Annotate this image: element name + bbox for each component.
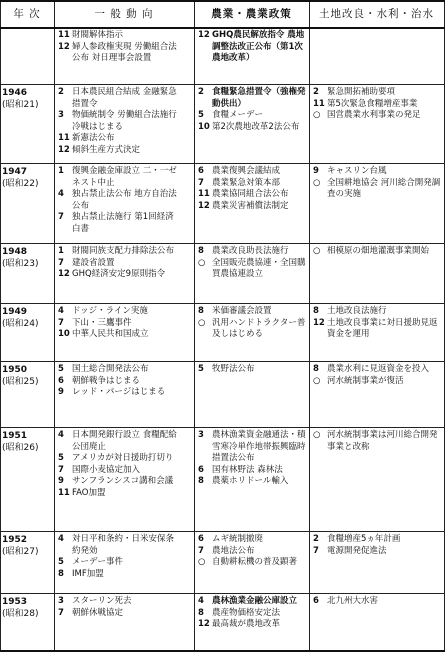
- event-month: 8: [198, 306, 204, 316]
- event-entry: [198, 476, 306, 488]
- event-month: ○: [313, 110, 321, 120]
- event-entry: [58, 258, 180, 270]
- year-label: 1947: [2, 167, 28, 177]
- event-month: 7: [58, 464, 64, 475]
- event-month: 6: [313, 596, 319, 606]
- agri-cell: [198, 30, 306, 65]
- event-month: 7: [58, 257, 64, 268]
- event-month: 3: [58, 110, 64, 120]
- event-entry: [198, 364, 306, 376]
- event-text: 土地改良事業に対日援助見返資金を運用: [327, 317, 438, 339]
- event-entry: [313, 546, 441, 558]
- event-text: 河水統制事業が復活: [327, 375, 404, 386]
- agri-cell: [198, 166, 306, 212]
- event-entry: [58, 488, 180, 500]
- event-text: アメリカが対日援助打切り: [72, 453, 174, 463]
- event-month: 1: [58, 166, 64, 176]
- event-month: 1: [58, 246, 64, 256]
- general-cell: [58, 166, 180, 235]
- event-entry: [58, 376, 180, 388]
- event-text: 財閥同族支配力排除法公布: [72, 246, 175, 256]
- event-month: 12: [58, 144, 70, 155]
- event-month: 6: [198, 464, 204, 475]
- event-month: 12: [58, 41, 70, 52]
- event-text: 日本開発銀行設立 食糧配給公団廃止: [72, 430, 177, 452]
- event-text: 日本農民組合結成 金融緊急措置令: [72, 87, 177, 109]
- event-text: 農地法公布: [212, 545, 255, 556]
- event-text: 建設省設置: [72, 257, 115, 268]
- event-text: 自動耕耘機の普及顕著: [212, 557, 298, 567]
- general-cell: [58, 364, 180, 399]
- event-entry: [313, 364, 441, 376]
- event-month: 6: [198, 534, 204, 544]
- general-cell: [58, 430, 180, 499]
- event-entry: [198, 608, 306, 620]
- event-month: ○: [313, 246, 321, 256]
- event-month: ○: [198, 557, 206, 567]
- event-month: 3: [58, 596, 64, 606]
- year-label: 1946: [2, 88, 28, 98]
- event-entry: [313, 178, 441, 201]
- agri-cell: [198, 87, 306, 133]
- header-agriculture-policy: 農業・農業政策: [211, 8, 292, 20]
- event-entry: [198, 122, 306, 134]
- row-divider: [0, 531, 445, 532]
- event-text: 農業改良助長法施行: [212, 246, 289, 256]
- event-entry: [198, 87, 306, 110]
- event-text: 第5次緊急食糧増産事業: [327, 98, 418, 109]
- table-border-top: [0, 0, 445, 2]
- event-text: 農産物価格安定法: [212, 607, 281, 618]
- event-text: 汎用ハンドトラクター普及しはじめる: [212, 317, 306, 339]
- event-text: 新憲法公布: [72, 133, 115, 143]
- event-entry: [58, 133, 180, 145]
- event-text: 下山・三鷹事件: [72, 317, 132, 328]
- event-month: 4: [198, 596, 204, 606]
- event-entry: [198, 30, 306, 65]
- header-year: 年 次: [13, 8, 41, 20]
- land-cell: [313, 87, 441, 122]
- event-entry: [58, 145, 180, 157]
- year-cell: [2, 166, 54, 190]
- event-text: キャスリン台風: [327, 166, 387, 176]
- event-month: 4: [58, 306, 64, 316]
- event-text: 米価審議会設置: [212, 306, 272, 316]
- event-month: ○: [313, 375, 321, 386]
- event-text: 北九州大水害: [327, 596, 379, 606]
- event-text: 全国販売農協連・全国購買農協連設立: [212, 257, 306, 279]
- event-entry: [58, 87, 180, 110]
- row-divider: [0, 303, 445, 304]
- event-month: 11: [198, 189, 210, 199]
- event-month: 11: [58, 30, 70, 40]
- event-entry: [198, 465, 306, 477]
- event-month: 5: [58, 364, 64, 374]
- event-text: 婦人参政権実現 労働組合法公布 対日理事会設置: [72, 41, 177, 63]
- row-divider: [0, 593, 445, 594]
- event-text: GHQ農民解放指令 農地調整法改正公布（第1次農地改革）: [212, 30, 305, 63]
- event-entry: [313, 430, 441, 453]
- row-divider: [0, 427, 445, 428]
- event-text: 朝鮮休戦協定: [72, 607, 124, 618]
- event-month: 10: [58, 329, 70, 339]
- event-month: 5: [58, 453, 64, 463]
- event-entry: [313, 87, 441, 99]
- event-entry: [58, 318, 180, 330]
- event-month: 11: [58, 133, 70, 143]
- table-border-left: [0, 0, 1, 652]
- land-cell: [313, 246, 441, 258]
- event-month: 8: [198, 607, 204, 618]
- event-text: 農業災害補償法制定: [212, 200, 289, 211]
- event-entry: [58, 306, 180, 318]
- general-cell: [58, 246, 180, 281]
- land-cell: [313, 364, 441, 387]
- event-text: 農業協同組合法公布: [212, 189, 289, 199]
- event-entry: [198, 619, 306, 631]
- event-month: 7: [58, 212, 64, 222]
- agri-cell: [198, 364, 306, 376]
- event-entry: [198, 546, 306, 558]
- event-entry: [198, 557, 306, 569]
- event-month: 8: [313, 364, 319, 374]
- era-label: (昭和27): [2, 547, 39, 557]
- land-cell: [313, 596, 441, 608]
- row-divider: [0, 84, 445, 85]
- event-month: 8: [58, 568, 64, 579]
- event-month: 8: [313, 306, 319, 316]
- event-month: 7: [198, 177, 204, 188]
- event-month: 3: [198, 430, 204, 440]
- year-label: 1949: [2, 307, 28, 317]
- year-cell: [2, 534, 54, 558]
- event-entry: [58, 465, 180, 477]
- column-divider: [194, 0, 195, 652]
- event-month: 9: [58, 387, 64, 397]
- event-text: 農業緊急対策本部: [212, 177, 281, 188]
- event-month: 7: [58, 317, 64, 328]
- event-text: 第2次農地改革2法公布: [212, 121, 300, 132]
- era-label: (昭和22): [2, 179, 39, 189]
- header-divider: [0, 27, 445, 29]
- event-text: 食糧緊急措置令（強権発動供出）: [212, 87, 306, 109]
- event-text: 復興金融金庫設立 二・一ゼネスト中止: [72, 166, 177, 188]
- event-month: 4: [58, 534, 64, 544]
- year-cell: [2, 430, 54, 454]
- general-cell: [58, 87, 180, 156]
- event-text: 国有林野法 森林法: [212, 464, 283, 475]
- event-text: 河水統制事業は河川総合開発事業と改称: [327, 430, 438, 452]
- event-text: 最高裁が農地改革: [212, 619, 281, 629]
- event-entry: [58, 430, 180, 453]
- event-text: ドッジ・ライン実施: [72, 306, 148, 316]
- event-month: 4: [58, 430, 64, 440]
- event-text: 国際小麦協定加入: [72, 464, 141, 475]
- agri-cell: [198, 534, 306, 569]
- event-text: 農林漁業金融公庫設立: [212, 596, 298, 606]
- event-entry: [58, 608, 180, 620]
- event-text: 朝鮮戦争はじまる: [72, 375, 141, 386]
- era-label: (昭和26): [2, 443, 39, 453]
- event-text: 緊急開拓補助要項: [327, 87, 396, 97]
- event-entry: [313, 246, 441, 258]
- event-entry: [313, 318, 441, 341]
- event-text: 農業水利に見返資金を投入: [327, 364, 430, 374]
- event-text: ムギ統制撤廃: [212, 534, 264, 544]
- event-entry: [58, 30, 180, 42]
- event-month: 12: [198, 30, 210, 40]
- event-entry: [313, 110, 441, 122]
- event-text: 電源開発促進法: [327, 545, 387, 556]
- event-text: GHQ経済安定9原則指令: [72, 269, 166, 279]
- year-label: 1951: [2, 431, 28, 441]
- event-month: 9: [313, 166, 319, 176]
- general-cell: [58, 306, 180, 341]
- event-entry: [58, 476, 180, 488]
- event-entry: [313, 166, 441, 178]
- event-entry: [313, 596, 441, 608]
- year-label: 1950: [2, 365, 28, 375]
- event-month: 2: [58, 87, 64, 97]
- year-label: 1948: [2, 247, 28, 257]
- event-text: レッド・パージはじまる: [72, 387, 166, 397]
- event-text: 対日平和条約・日米安保条約発効: [72, 534, 175, 556]
- event-entry: [58, 534, 180, 557]
- general-cell: [58, 534, 180, 580]
- event-entry: [198, 596, 306, 608]
- event-month: 8: [198, 246, 204, 256]
- event-text: メーデー事件: [72, 557, 124, 567]
- general-cell: [58, 30, 180, 65]
- event-text: 物価統制令 労働組合法施行 冷戦はじまる: [72, 110, 177, 132]
- event-month: 6: [58, 375, 64, 386]
- event-text: サンフランシスコ講和会議: [72, 476, 174, 486]
- event-month: 11: [313, 98, 325, 109]
- event-entry: [58, 387, 180, 399]
- event-entry: [58, 453, 180, 465]
- event-text: 独占禁止法公布 地方自治法公布: [72, 189, 177, 211]
- row-divider: [0, 163, 445, 164]
- event-text: 独占禁止法施行 第1回経済白書: [72, 212, 174, 234]
- event-month: 7: [198, 545, 204, 556]
- event-month: 5: [58, 557, 64, 567]
- row-divider: [0, 361, 445, 362]
- event-entry: [58, 42, 180, 65]
- event-text: 国営農業水利事業の発足: [327, 110, 421, 120]
- event-text: 財閥解体指示: [72, 30, 124, 40]
- event-entry: [58, 212, 180, 235]
- event-entry: [58, 269, 180, 281]
- event-entry: [198, 178, 306, 190]
- year-label: 1952: [2, 535, 28, 545]
- event-entry: [198, 430, 306, 465]
- agri-cell: [198, 430, 306, 488]
- event-text: 相模原の畑地灌漑事業開始: [327, 246, 430, 256]
- era-label: (昭和28): [2, 609, 39, 619]
- event-entry: [313, 376, 441, 388]
- event-month: 2: [313, 87, 319, 97]
- event-entry: [313, 534, 441, 546]
- event-text: 食糧増産5ヵ年計画: [327, 534, 401, 544]
- event-month: 2: [313, 534, 319, 544]
- general-cell: [58, 596, 180, 619]
- event-text: 国土総合開発法公布: [72, 364, 149, 374]
- event-month: ○: [313, 177, 321, 188]
- agri-cell: [198, 246, 306, 281]
- event-entry: [198, 258, 306, 281]
- event-text: 食糧メーデー: [212, 110, 264, 120]
- year-cell: [2, 87, 54, 111]
- event-month: 6: [198, 166, 204, 176]
- year-cell: [2, 596, 54, 620]
- event-month: 12: [198, 619, 210, 629]
- event-month: 8: [198, 476, 204, 486]
- event-entry: [58, 557, 180, 569]
- event-month: 7: [58, 607, 64, 618]
- event-entry: [58, 166, 180, 189]
- event-month: ○: [313, 430, 321, 440]
- event-entry: [58, 569, 180, 581]
- event-text: 農林漁業資金融通法・積雪寒冷単作地帯振興臨時措置法公布: [212, 430, 306, 463]
- event-month: 12: [198, 200, 210, 211]
- event-month: ○: [198, 257, 206, 268]
- year-cell: [2, 306, 54, 330]
- event-entry: [313, 99, 441, 111]
- era-label: (昭和21): [2, 100, 39, 110]
- event-text: 傾斜生産方式決定: [72, 144, 141, 155]
- era-label: (昭和23): [2, 259, 39, 269]
- event-entry: [198, 166, 306, 178]
- event-month: 4: [58, 189, 64, 199]
- era-label: (昭和25): [2, 377, 39, 387]
- event-entry: [58, 596, 180, 608]
- event-month: 5: [198, 364, 204, 374]
- event-text: 牧野法公布: [212, 364, 255, 374]
- land-cell: [313, 430, 441, 453]
- column-divider: [309, 0, 310, 652]
- event-text: 中華人民共和国成立: [72, 329, 149, 339]
- event-entry: [58, 189, 180, 212]
- header-general-trends: 一 般 動 向: [94, 8, 154, 20]
- event-entry: [58, 246, 180, 258]
- year-label: 1953: [2, 597, 28, 607]
- event-text: 農薬ホリドール輸入: [212, 476, 289, 486]
- header-land-water: 土地改良・水利・治水: [319, 8, 434, 20]
- event-text: 土地改良法施行: [327, 306, 387, 316]
- event-entry: [198, 534, 306, 546]
- event-text: FAO加盟: [72, 487, 106, 498]
- agri-cell: [198, 306, 306, 341]
- event-month: 5: [198, 110, 204, 120]
- event-entry: [58, 329, 180, 341]
- year-cell: [2, 364, 54, 388]
- era-label: (昭和24): [2, 319, 39, 329]
- column-divider: [54, 0, 55, 652]
- event-text: IMF加盟: [72, 568, 104, 579]
- row-divider: [0, 243, 445, 244]
- event-month: 2: [198, 87, 204, 97]
- event-entry: [198, 246, 306, 258]
- event-text: 全国耕地協会 河川総合開発調査の実施: [327, 177, 441, 199]
- land-cell: [313, 534, 441, 557]
- event-entry: [198, 110, 306, 122]
- event-text: スターリン死去: [72, 596, 132, 606]
- event-entry: [198, 189, 306, 201]
- event-entry: [313, 306, 441, 318]
- event-entry: [198, 318, 306, 341]
- land-cell: [313, 306, 441, 341]
- event-entry: [198, 306, 306, 318]
- event-month: 9: [58, 476, 64, 486]
- agri-cell: [198, 596, 306, 631]
- land-cell: [313, 166, 441, 201]
- event-month: 12: [313, 317, 325, 328]
- event-entry: [58, 110, 180, 133]
- event-month: 7: [313, 545, 319, 556]
- event-entry: [58, 364, 180, 376]
- event-month: 11: [58, 487, 70, 498]
- event-month: 12: [58, 269, 70, 279]
- event-entry: [198, 201, 306, 213]
- event-month: 10: [198, 121, 210, 132]
- event-text: 農業復興会議結成: [212, 166, 281, 176]
- event-month: ○: [198, 317, 206, 328]
- year-cell: [2, 246, 54, 270]
